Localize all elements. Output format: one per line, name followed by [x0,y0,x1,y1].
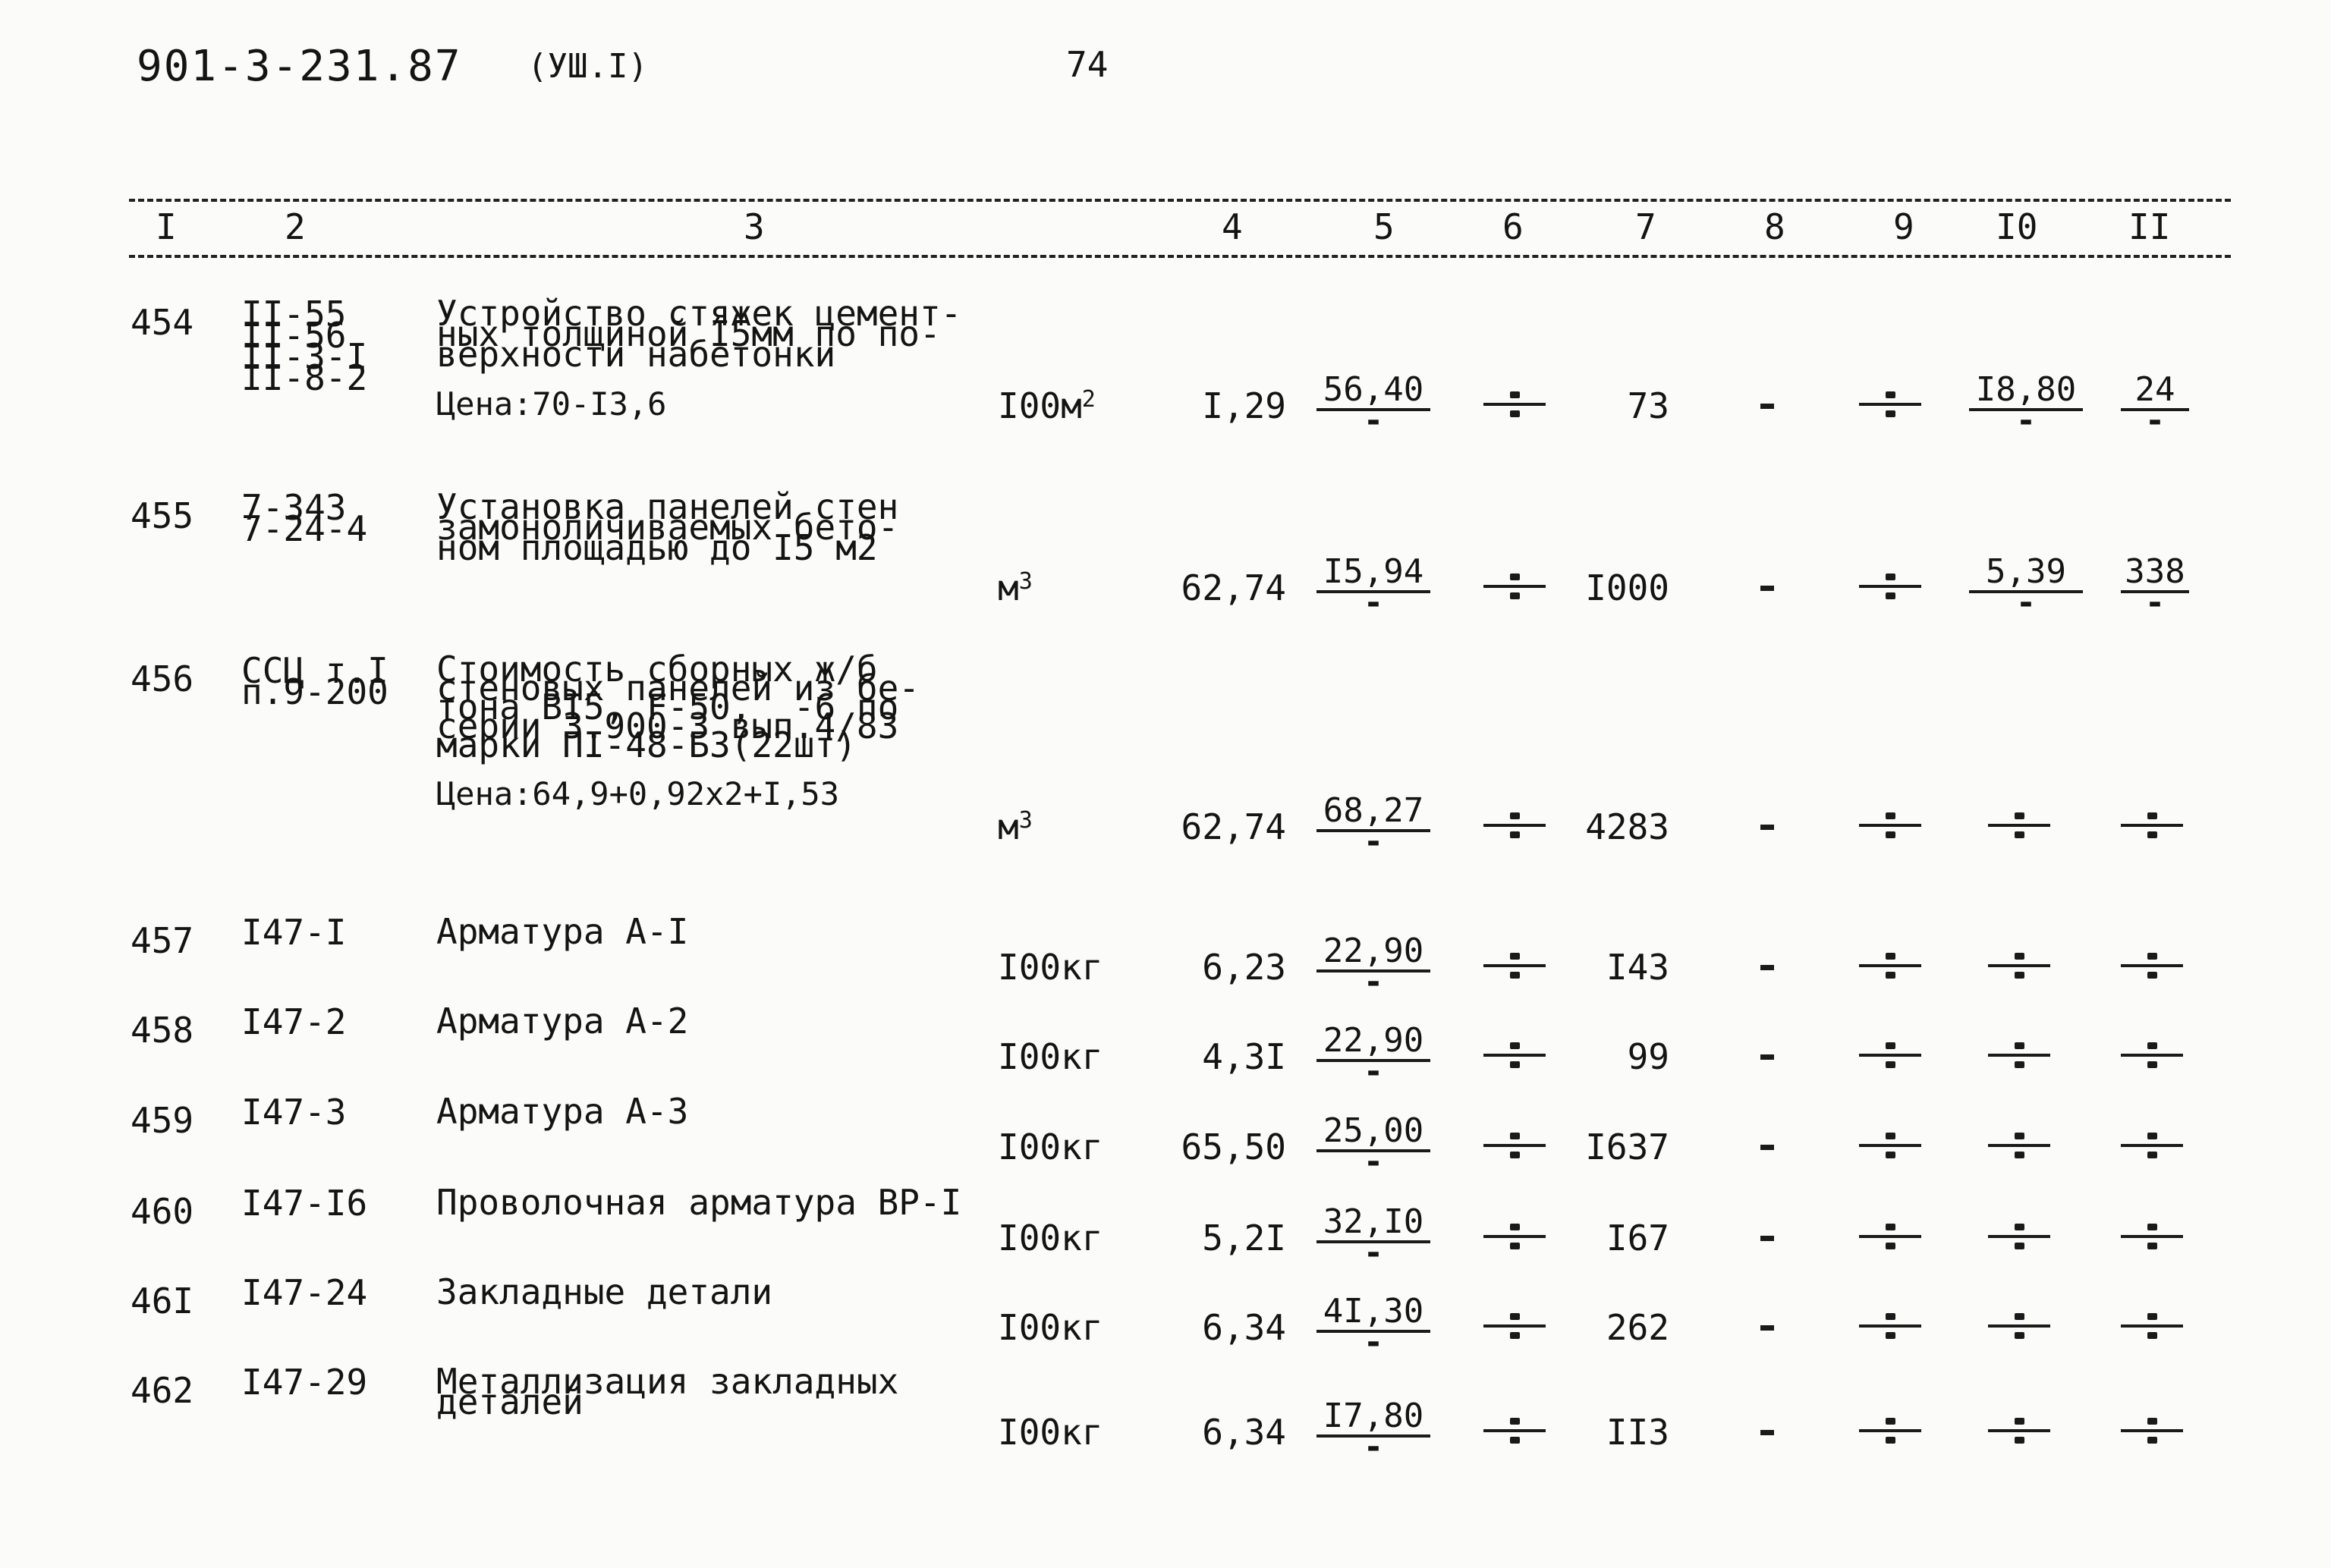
row-col5-dash: - [1363,1233,1384,1272]
row-description: Устройство стяжек цемент- ных толщиной I5мм по по- верхности набетонки [436,293,962,375]
row-col5-value: 22,90 [1316,1024,1430,1062]
row-number: 460 [131,1191,194,1232]
row-col7: II3 [1606,1412,1669,1453]
row-col11-divider [2121,1038,2183,1073]
row-col10 [1969,552,2083,622]
row-col5-value: I5,94 [1316,555,1430,593]
row-col10-divider [1988,1038,2050,1073]
row-codes: I47-2 [241,1001,347,1042]
row-col5-dash: - [1363,1142,1384,1181]
col-header-9: 9 [1893,206,1914,247]
row-col7: I000 [1585,567,1669,608]
row-col5-value: 25,00 [1316,1114,1430,1152]
row-col8-dash [1760,1145,1774,1150]
row-col5-value: 68,27 [1316,794,1430,832]
row-col5 [1316,370,1430,440]
col-header-1: I [156,206,177,247]
row-col5-dash: - [1363,963,1384,1001]
row-col11-divider [2121,1413,2183,1448]
row-col5-value: 4I,30 [1316,1295,1430,1333]
row-col9-divider [1859,1128,1921,1163]
row-unit [998,1219,1103,1257]
row-quantity: 62,74 [1181,806,1286,847]
row-number: 457 [131,920,194,961]
row-col9-divider [1859,387,1921,422]
row-col5-dash: - [1363,1323,1384,1362]
row-col9-divider [1859,1309,1921,1343]
row-description: Закладные детали [436,1271,773,1312]
row-col5-dash: - [1363,1052,1384,1091]
row-unit-base: I00кг [998,1307,1103,1348]
row-unit-base: I00кг [998,1127,1103,1167]
row-description: Стоимость сборных ж/б стеновых панелей из бе- тона ВI5, F-50, -6 по серии 3.900-3 вып.4/83 марки ПI-48-Б3(22шт) [436,649,920,765]
row-col5 [1316,1111,1430,1181]
row-quantity: 5,2I [1202,1218,1286,1258]
row-col7: I637 [1585,1127,1669,1167]
row-unit [998,569,1033,607]
row-codes: 7-343 7-24-4 [241,487,368,549]
col-header-10: I0 [1996,206,2038,247]
row-col10-divider [1988,1219,2050,1254]
row-col5 [1316,1397,1430,1466]
row-number: 456 [131,658,194,699]
row-codes: I47-29 [241,1362,368,1403]
row-col9-divider [1859,1219,1921,1254]
row-col11-dash: - [2144,583,2166,622]
row-col9-divider [1859,948,1921,983]
row-price-note: Цена:70-I3,6 [436,385,667,423]
row-quantity: I,29 [1202,385,1286,426]
row-col11-value: 24 [2121,373,2189,411]
row-col9-divider [1859,1413,1921,1448]
row-col8-dash [1760,1325,1774,1331]
row-codes: ССЦ т.I п.9-200 [241,650,388,712]
row-col10-dash: - [2015,401,2037,440]
row-unit [998,1413,1103,1451]
row-col7: I67 [1606,1218,1669,1258]
row-number: 458 [131,1010,194,1051]
header-rule-bottom [129,255,2231,258]
row-col5-value: 32,I0 [1316,1205,1430,1243]
row-col5 [1316,1021,1430,1091]
row-col7: 4283 [1585,806,1669,847]
row-col5 [1316,1292,1430,1362]
row-col8-dash [1760,1054,1774,1060]
row-col7: I43 [1606,947,1669,988]
row-col11-divider [2121,1128,2183,1163]
row-col11-dash: - [2144,401,2166,440]
row-unit-exponent: 3 [1018,807,1033,834]
col-header-3: 3 [744,206,765,247]
col-header-7: 7 [1635,206,1656,247]
row-col10-divider [1988,948,2050,983]
row-col5 [1316,791,1430,861]
row-col5-dash: - [1363,583,1384,622]
row-col5-dash: - [1363,1428,1384,1466]
row-unit [998,1128,1103,1166]
row-col5-dash: - [1363,401,1384,440]
row-col11 [2121,370,2189,440]
row-number: 46I [131,1280,194,1321]
row-unit-base: м [998,806,1019,847]
row-quantity: 6,34 [1202,1412,1286,1453]
row-col5 [1316,1202,1430,1272]
row-description: Проволочная арматура ВР-I [436,1182,962,1223]
row-col5-value: 22,90 [1316,935,1430,973]
row-col5 [1316,552,1430,622]
row-col8-dash [1760,965,1774,970]
row-col11-divider [2121,808,2183,843]
row-col7: 73 [1627,385,1669,426]
row-price-note: Цена:64,9+0,92х2+I,53 [436,775,840,812]
col-header-4: 4 [1222,206,1243,247]
row-col8-dash [1760,404,1774,409]
page-number: 74 [1066,44,1109,85]
row-col11-divider [2121,948,2183,983]
row-description: Металлизация закладных деталей [436,1361,899,1422]
row-col11 [2121,552,2189,622]
row-col9-divider [1859,1038,1921,1073]
row-unit-base: м [998,567,1019,608]
row-col10-value: 5,39 [1969,555,2083,593]
row-col10-divider [1988,1128,2050,1163]
row-unit-exponent: 3 [1018,568,1033,595]
row-col9-divider [1859,569,1921,604]
document-code: 901-3-231.87 [137,42,462,91]
row-col8-dash [1760,1430,1774,1435]
row-codes: II-55 II-56 II-3-I II-8-2 [241,294,368,398]
col-header-8: 8 [1764,206,1785,247]
row-unit-base: I00кг [998,1218,1103,1258]
row-unit-exponent: 2 [1081,386,1096,413]
row-unit-base: I00кг [998,1412,1103,1453]
row-col8-dash [1760,586,1774,591]
row-codes: I47-I6 [241,1183,368,1224]
row-col8-dash [1760,825,1774,830]
row-unit [998,948,1103,986]
row-col7: 99 [1627,1036,1669,1077]
row-quantity: 62,74 [1181,567,1286,608]
row-codes: I47-24 [241,1272,368,1313]
row-col5-dash: - [1363,822,1384,861]
row-description: Арматура А-3 [436,1091,689,1132]
row-unit [998,808,1033,846]
row-unit-base: I00кг [998,1036,1103,1077]
row-quantity: 65,50 [1181,1127,1286,1167]
sheet-label: (УШ.I) [527,47,648,86]
col-header-5: 5 [1373,206,1395,247]
row-codes: I47-3 [241,1092,347,1133]
row-col10-divider [1988,1413,2050,1448]
row-col10-dash: - [2015,583,2037,622]
col-header-2: 2 [285,206,306,247]
row-quantity: 4,3I [1202,1036,1286,1077]
row-col5 [1316,932,1430,1001]
row-col11-divider [2121,1219,2183,1254]
row-description: Арматура А-I [436,911,689,952]
row-unit-base: I00м [998,385,1082,426]
row-unit [998,1038,1103,1076]
row-col8-dash [1760,1236,1774,1241]
row-col10-divider [1988,808,2050,843]
row-col5-value: 56,40 [1316,373,1430,411]
row-number: 462 [131,1370,194,1411]
header-rule-top [129,199,2231,202]
row-description: Установка панелей стен замоноличиваемых бето- ном площадью до I5 м2 [436,486,899,568]
row-description: Арматура А-2 [436,1001,689,1042]
row-col9-divider [1859,808,1921,843]
row-col10-value: I8,80 [1969,373,2083,411]
row-number: 454 [131,302,194,343]
row-unit-base: I00кг [998,947,1103,988]
col-header-11: II [2128,206,2171,247]
row-col10-divider [1988,1309,2050,1343]
row-col7: 262 [1606,1307,1669,1348]
row-quantity: 6,23 [1202,947,1286,988]
row-col5-value: I7,80 [1316,1400,1430,1438]
row-col10 [1969,370,2083,440]
row-quantity: 6,34 [1202,1307,1286,1348]
row-number: 455 [131,495,194,536]
row-col11-value: 338 [2121,555,2189,593]
row-codes: I47-I [241,912,347,953]
row-number: 459 [131,1100,194,1141]
row-col11-divider [2121,1309,2183,1343]
row-unit [998,1309,1103,1346]
col-header-6: 6 [1502,206,1524,247]
row-unit [998,387,1096,425]
